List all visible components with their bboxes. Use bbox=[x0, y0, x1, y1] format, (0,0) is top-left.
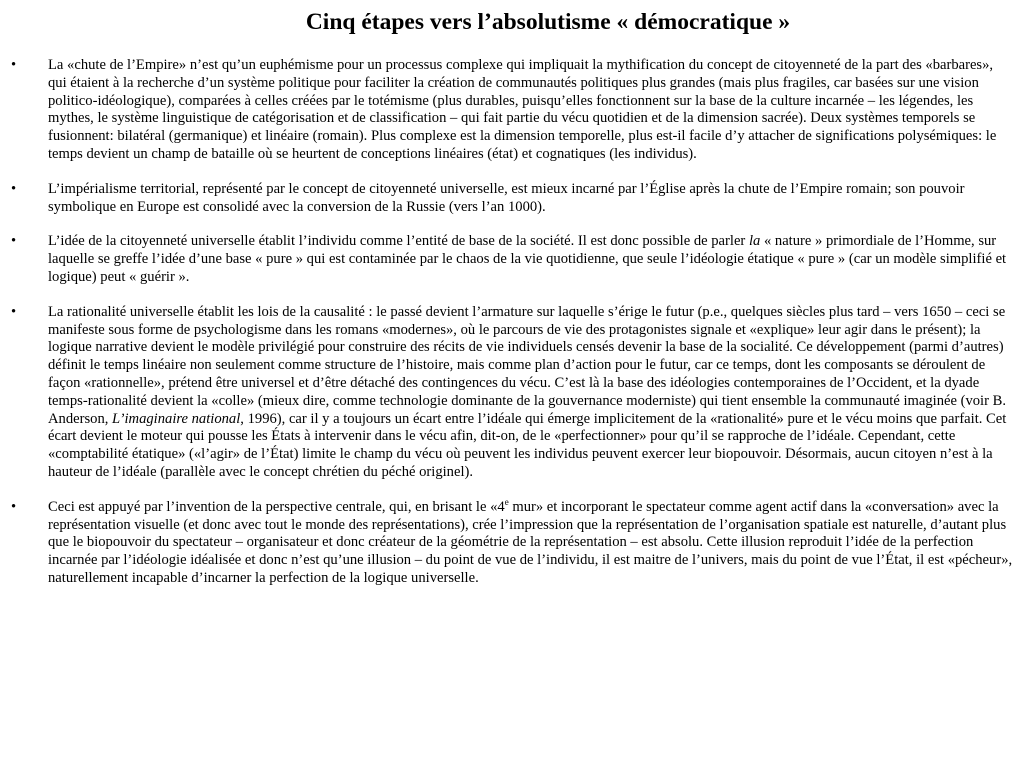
bullet-dot-icon: • bbox=[11, 498, 17, 515]
bullet-text bbox=[48, 496, 1013, 586]
bullet-text-part: La rationalité universelle établit les lois de la causalité : le passé devient l’armature sur laquelle s’érige le futur (p.e., quelques siècles plus tard – vers 1650 – ceci se manifeste sous forme de psychologisme dans les romans «modernes», où le parcours de vie des protagonistes signale et «explique» leur agir dans le présent); la logique narrative devient le modèle privilégié pour construire des récits de vie individuels censés devenir la base de la socialité. Ce développement (parmi d’autres) définit le temps linéaire non seulement comme structure de l’histoire, mais comme plan d’action pour le futur, car ce temps, dont les composants se déroulent de façon «rationnelle», prétend être universel et d’être détaché des contingences du vécu. C’est là la base des idéologies contemporaines de l’Occident, et la dyade temps-rationalité devient la «colle» (mieux dire, comme technologie dominante de la gouvernance moderniste) qui tient ensemble la communauté imaginée (voir B. Anderson, bbox=[48, 303, 1007, 427]
bullet-list bbox=[0, 57, 1024, 605]
book-title-italic: L’imaginaire national bbox=[112, 410, 241, 427]
bullet-text-part: , 1996), car il y a toujours un écart entre l’idéale qui émerge implicitement de la «rationalité» pure et le vécu moins que parfait. Cet écart devient le moteur qui pousse les États à intervenir dans le vécu afin, dit-on, de le «perfectionner» pour qu’il se rapproche de l’idéale. Cependant, cette «comptabilité étatique» («l’agir» de l’État) limite le champ du vécu où peuvent les individus peuvent exercer leur biopouvoir. Désormais, aucun citoyen n’est à la hauteur de l’idéale (parallèle avec le concept chrétien du péché originel). bbox=[48, 410, 1007, 480]
bullet-text-part: mur» et incorporant le spectateur comme agent actif dans la «conversation» avec la représentation visuelle (et donc avec tout le monde des représentations), crée l’impression que la représentation de l’organisation spatiale est naturelle, d’autant plus que le biopouvoir du spectateur – organisateur et donc créateur de la géométrie de la représentation – est absolu. Cette illusion reproduit l’idée de la perfection incarnée par l’idéologie idéalisée et donc n’est qu’une illusion – du point de vue de l’individu, il est maitre de l’univers, mais du point de vue l’État, il est «pécheur», naturellement incapable d’incarner la perfection de la logique universelle. bbox=[48, 498, 1013, 586]
bullet-item-4 bbox=[0, 304, 1024, 482]
superscript: e bbox=[504, 496, 509, 507]
bullet-text: La «chute de l’Empire» n’est qu’un euphémisme pour un processus complexe qui impliquait la mythification du concept de citoyenneté de la part des «barbares», qui étaient à la recherche d’un système politique pour faciliter la création de communautés politiques plus grandes (mais plus fragiles, car basées sur une vision politico-idéologique), comparées à celles créées par le totémisme (plus durables, puisqu’elles fonctionnent sur la base de la culture incarnée – les légendes, les mythes, le système linguistique de catégorisation et de classification – qui fait partie du vécu quotidien et de la dimension sacrée). Deux systèmes temporels se fusionnent: bilatéral (germanique) et linéaire (romain). Plus complexe est la dimension temporelle, plus est-il facile d’y attacher de significations polysémiques: le temps devient un champ de bataille où se heurtent de conceptions linéaires (état) et cognatiques (les individus). bbox=[48, 57, 997, 162]
bullet-item-1 bbox=[0, 57, 1024, 164]
bullet-item-5 bbox=[0, 496, 1024, 588]
slide-title: Cinq étapes vers l’absolutisme « démocratique » bbox=[305, 9, 791, 35]
bullet-dot-icon: • bbox=[11, 180, 17, 197]
bullet-dot-icon: • bbox=[11, 57, 17, 73]
bullet-text bbox=[48, 304, 1006, 480]
bullet-text: L’impérialisme territorial, représenté par le concept de citoyenneté universelle, est mieux incarné par l’Église après la chute de l’Empire romain; son pouvoir symbolique en Europe est consolidé avec la conversion de la Russie (vers l’an 1000). bbox=[48, 180, 965, 215]
bullet-text-part: « nature » primordiale de l’Homme, sur laquelle se greffe l’idée d’une base « pure » qui est contaminée par le chaos de la vie quotidienne, que seule l’idéologie étatique « pure » (car un modèle simplifié et logique) peut « guérir ». bbox=[48, 233, 1007, 285]
bullet-dot-icon: • bbox=[11, 303, 17, 320]
bullet-dot-icon: • bbox=[11, 233, 17, 250]
bullet-text-part: Ceci est appuyé par l’invention de la perspective centrale, qui, en brisant le «4 bbox=[48, 498, 505, 515]
bullet-text-part: L’idée de la citoyenneté universelle établit l’individu comme l’entité de base de la société. Il est donc possible de parler bbox=[48, 233, 749, 250]
bullet-item-2 bbox=[0, 181, 1024, 217]
bullet-text-italic: la bbox=[748, 233, 761, 250]
bullet-item-3 bbox=[0, 233, 1024, 286]
bullet-text bbox=[48, 233, 1006, 285]
